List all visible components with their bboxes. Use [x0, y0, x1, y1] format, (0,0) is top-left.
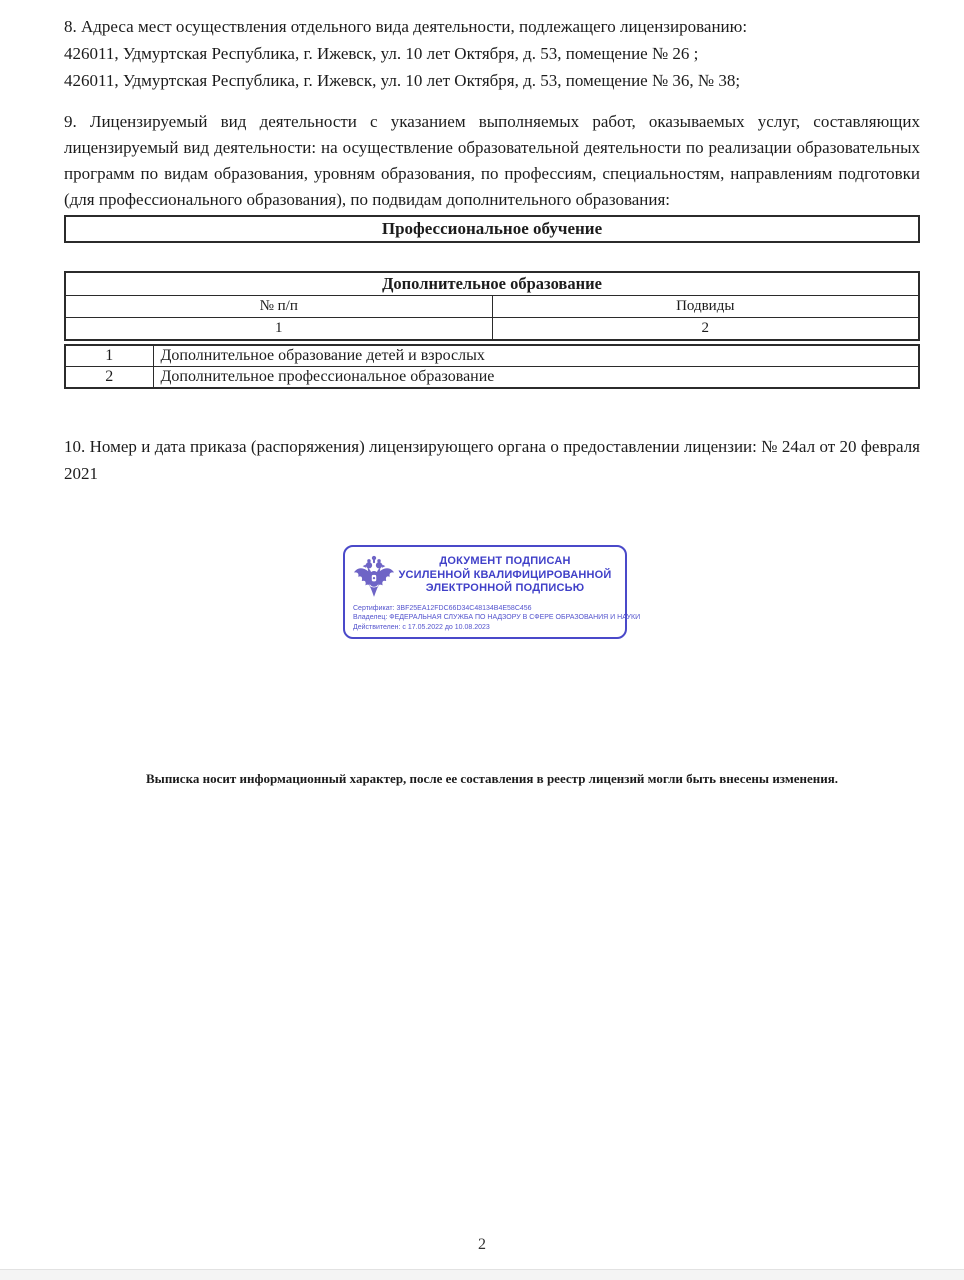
table-row: [65, 216, 919, 242]
table-row: [65, 366, 919, 388]
table-row: [65, 318, 919, 340]
coat-of-arms-eagle-icon: [351, 552, 397, 600]
stamp-title: [397, 555, 617, 596]
stamp-owner-line: Владелец: ФЕДЕРАЛЬНАЯ СЛУЖБА ПО НАДЗОРУ В СФЕРЕ ОБРАЗОВАНИЯ И НАУКИ: [353, 614, 641, 621]
table-row: [65, 272, 919, 296]
col-index-2: 2: [492, 318, 919, 340]
section-8: [64, 13, 920, 94]
address-line-1: 426011, Удмуртская Республика, г. Ижевск, ул. 10 лет Октября, д. 53, помещение № 26 ;: [64, 44, 699, 63]
digital-signature-stamp: [343, 545, 641, 640]
stamp-title-line-3: ЭЛЕКТРОННОЙ ПОДПИСЬЮ: [425, 582, 585, 595]
stamp-validity-line: Действителен: с 17.05.2022 до 10.08.2023: [353, 623, 490, 631]
professional-training-title: Профессиональное обучение: [65, 216, 919, 242]
viewer-bottom-strip: [0, 1269, 964, 1280]
stamp-header: [351, 552, 617, 600]
additional-education-table-rows: [64, 344, 920, 389]
section-8-heading: 8. Адреса мест осуществления отдельного вида деятельности, подлежащего лицензированию:: [64, 17, 748, 36]
professional-training-table: [64, 215, 920, 243]
stamp-certificate-line: Сертификат: 3BF25EA12FDC66D34C48134B4E58C456: [353, 604, 532, 612]
disclaimer-text: Выписка носит информационный характер, после ее составления в реестр лицензий могли быть внесены изменения.: [146, 771, 838, 786]
stamp-title-line-2: УСИЛЕННОЙ КВАЛИФИЦИРОВАННОЙ: [398, 568, 612, 581]
stamp-details: [351, 604, 641, 633]
col-index-1: 1: [65, 318, 492, 340]
row-2-name: Дополнительное профессиональное образование: [153, 366, 919, 388]
row-2-number: 2: [65, 366, 153, 388]
col-header-subtypes: Подвиды: [492, 296, 919, 318]
additional-education-title: Дополнительное образование: [65, 272, 919, 296]
stamp-title-line-1: ДОКУМЕНТ ПОДПИСАН: [439, 555, 571, 568]
section-9-paragraph: 9. Лицензируемый вид деятельности с указанием выполняемых работ, оказываемых услуг, составляющих лицензируемый вид деятельности: на осуществление образовательной деятельности по реализации образовательных программ по видам образования, уровням образования, по профессиям, специальностям, направлениям подготовки (для профессионального образования), по подвидам дополнительного образования:: [64, 112, 920, 209]
table-row: [65, 345, 919, 367]
row-1-name: Дополнительное образование детей и взрослых: [153, 345, 919, 367]
section-10-paragraph: 10. Номер и дата приказа (распоряжения) лицензирующего органа о предоставлении лицензии: № 24ал от 20 февраля 2021: [64, 436, 920, 483]
row-1-number: 1: [65, 345, 153, 367]
table-row: [65, 296, 919, 318]
signature-stamp-wrapper: [343, 545, 920, 640]
address-line-2: 426011, Удмуртская Республика, г. Ижевск, ул. 10 лет Октября, д. 53, помещение № 36, № 38;: [64, 71, 741, 90]
col-header-number: № п/п: [65, 296, 492, 318]
additional-education-table-header: [64, 271, 920, 341]
page-number: 2: [478, 1236, 486, 1253]
